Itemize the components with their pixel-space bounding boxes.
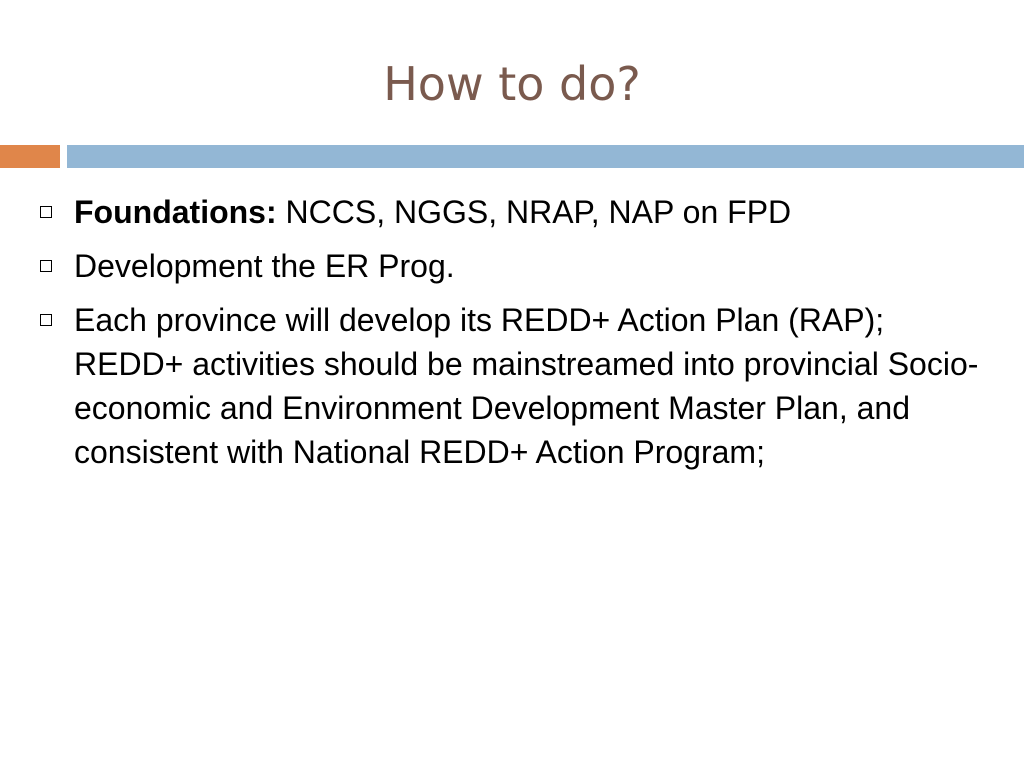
accent-bar-right (67, 145, 1024, 168)
bullet-list (40, 190, 990, 484)
bullet-item-development (40, 244, 990, 288)
square-bullet-icon (40, 260, 52, 272)
bullet-text: Development the ER Prog. (74, 248, 455, 284)
bullet-item-foundations (40, 190, 990, 234)
bullet-text: Each province will develop its REDD+ Action Plan (RAP); REDD+ activities should be mainstreamed into provincial Socio-economic and Environment Development Master Plan, and consistent with National REDD+ Action Program; (74, 302, 979, 470)
slide-title: How to do? (383, 57, 641, 111)
square-bullet-icon (40, 206, 52, 218)
bullet-item-province-plan (40, 298, 990, 474)
bullet-label: Foundations: (74, 194, 277, 230)
accent-bar-left (0, 145, 60, 168)
square-bullet-icon (40, 314, 52, 326)
bullet-text: NCCS, NGGS, NRAP, NAP on FPD (276, 194, 792, 230)
